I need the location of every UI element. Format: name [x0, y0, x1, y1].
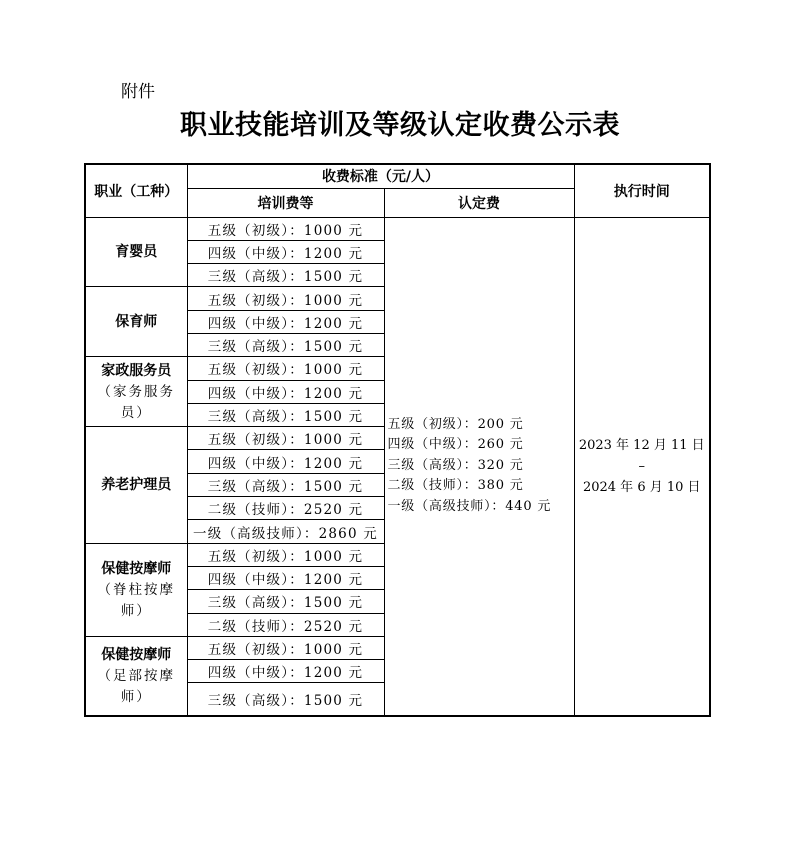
- certification-fee-cell: [384, 217, 574, 716]
- header-training-fee: 培训费等: [187, 188, 384, 217]
- training-level-cell: 四级（中级）：1200 元: [187, 450, 384, 473]
- fee-table: [84, 163, 711, 717]
- page-title: 职业技能培训及等级认定收费公示表: [180, 110, 620, 141]
- certification-fee-line: 三级（高级）：320 元: [387, 457, 524, 473]
- training-level-cell: 五级（初级）：1000 元: [187, 636, 384, 659]
- occupation-cell: [85, 217, 187, 287]
- attachment-label: 附件: [121, 82, 155, 102]
- certification-fee-line: 四级（中级）：260 元: [387, 437, 524, 453]
- training-level-cell: 五级（初级）：1000 元: [187, 217, 384, 240]
- training-level-cell: 三级（高级）：1500 元: [187, 473, 384, 496]
- header-fee-standard: 收费标准（元/人）: [187, 164, 574, 188]
- training-level-cell: 四级（中级）：1200 元: [187, 380, 384, 403]
- certification-fee-line: 五级（初级）：200 元: [387, 416, 524, 432]
- training-level-cell: 五级（初级）：1000 元: [187, 543, 384, 566]
- training-level-cell: 三级（高级）：1500 元: [187, 403, 384, 426]
- occupation-alias: （脊柱按摩师）: [97, 581, 175, 619]
- period-separator: –: [638, 458, 645, 474]
- occupation-name: 养老护理员: [101, 476, 172, 493]
- occupation-cell: [85, 543, 187, 636]
- training-level-cell: 五级（初级）：1000 元: [187, 287, 384, 310]
- certification-fee-line: 一级（高级技师）：440 元: [387, 498, 552, 514]
- occupation-alias: （家务服务员）: [97, 383, 175, 421]
- occupation-alias: （足部按摩师）: [97, 667, 175, 705]
- occupation-name: 保育师: [115, 313, 158, 330]
- header-occupation: 职业（工种）: [85, 164, 187, 217]
- header-period: 执行时间: [574, 164, 710, 217]
- certification-fee-line: 二级（技师）：380 元: [387, 478, 524, 494]
- occupation-name: 育婴员: [115, 243, 158, 260]
- period-start: 2023 年 12 月 11 日: [578, 437, 705, 453]
- period-cell: [574, 217, 710, 716]
- header-certification-fee: 认定费: [384, 188, 574, 217]
- occupation-name: 保健按摩师: [101, 646, 172, 663]
- occupation-cell: [85, 636, 187, 716]
- table-row: [85, 217, 710, 240]
- training-level-cell: 二级（技师）：2520 元: [187, 497, 384, 520]
- training-level-cell: 四级（中级）：1200 元: [187, 240, 384, 263]
- occupation-cell: [85, 427, 187, 543]
- training-level-cell: 五级（初级）：1000 元: [187, 427, 384, 450]
- header-row-1: [85, 164, 710, 188]
- training-level-cell: 二级（技师）：2520 元: [187, 613, 384, 636]
- occupation-name: 保健按摩师: [101, 560, 172, 577]
- training-level-cell: 三级（高级）：1500 元: [187, 333, 384, 356]
- occupation-cell: [85, 287, 187, 357]
- period-end: 2024 年 6 月 10 日: [582, 479, 701, 495]
- training-level-cell: 三级（高级）：1500 元: [187, 683, 384, 716]
- occupation-cell: [85, 357, 187, 427]
- training-level-cell: 四级（中级）：1200 元: [187, 310, 384, 333]
- training-level-cell: 一级（高级技师）：2860 元: [187, 520, 384, 543]
- training-level-cell: 四级（中级）：1200 元: [187, 566, 384, 589]
- training-level-cell: 三级（高级）：1500 元: [187, 264, 384, 287]
- training-level-cell: 四级（中级）：1200 元: [187, 660, 384, 683]
- training-level-cell: 三级（高级）：1500 元: [187, 590, 384, 613]
- occupation-name: 家政服务员: [101, 362, 172, 379]
- training-level-cell: 五级（初级）：1000 元: [187, 357, 384, 380]
